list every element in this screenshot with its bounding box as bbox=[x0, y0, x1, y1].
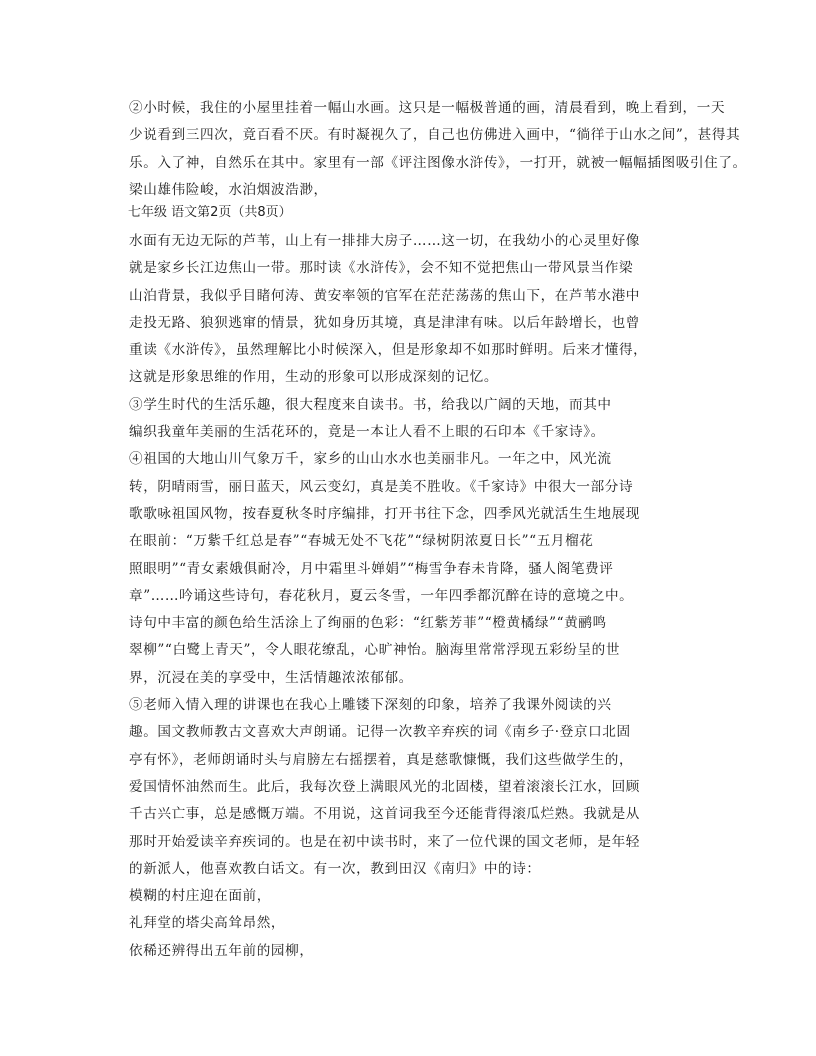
text-line: 章”……吟诵这些诗句，春花秋月，夏云冬雪，一年四季都沉醉在诗的意境之中。 bbox=[129, 587, 634, 604]
text-line: 梁山雄伟险峻，水泊烟波浩渺， bbox=[129, 181, 328, 198]
text-line: 在眼前：“万紫千红总是春”“春城无处不飞花”“绿树阴浓夏日长”“五月榴花 bbox=[129, 533, 594, 550]
text-line: 翠柳”“白鹭上青天”，令人眼花缭乱，心旷神怡。脑海里常常浮现五彩纷呈的世 bbox=[129, 642, 621, 659]
text-line: ④祖国的大地山川气象万千，家乡的山山水水也美丽非凡。一年之中，风光流 bbox=[129, 451, 612, 468]
text-line: 千古兴亡事，总是感慨万端。不用说，这首词我至今还能背得滚瓜烂熟。我就是从 bbox=[129, 806, 640, 823]
text-line: 诗句中丰富的颜色给生活涂上了绚丽的色彩：“红紫芳菲”“橙黄橘绿”“黄鹂鸣 bbox=[129, 615, 607, 632]
poem-line: 依稀还辨得出五年前的园柳， bbox=[129, 942, 314, 959]
text-line: ②小时候，我住的小屋里挂着一幅山水画。这只是一幅极普通的画，清晨看到，晚上看到，一天 bbox=[129, 100, 726, 116]
poem-line: 模糊的村庄迎在面前， bbox=[129, 888, 271, 905]
text-line: 乐。入了神，自然乐在其中。家里有一部《评注图像水浒传》，一打开，就被一幅幅插图吸引住了。 bbox=[129, 154, 747, 171]
paragraph-2-top bbox=[129, 95, 747, 204]
poem-line: 礼拜堂的塔尖高耸昂然， bbox=[129, 915, 286, 932]
text-line: 编织我童年美丽的生活花环的，竟是一本让人看不上眼的石印本《千家诗》。 bbox=[129, 424, 605, 441]
text-line: 走投无路、狼狈逃窜的情景，犹如身历其境，真是津津有味。以后年龄增长，也曾 bbox=[129, 314, 640, 331]
text-line: 少说看到三四次，竟百看不厌。有时凝视久了，自己也仿佛进入画中，“徜徉于山水之间”，甚得其 bbox=[129, 127, 741, 144]
page-footer: 七年级 语文第2页（共8页） bbox=[128, 205, 292, 220]
text-line: 那时开始爱读辛弃疾词的。也是在初中读书时，来了一位代课的国文老师，是年轻 bbox=[129, 833, 640, 850]
text-line: 界，沉浸在美的享受中，生活情趣浓浓郁郁。 bbox=[129, 669, 413, 686]
text-line: 照眼明”“青女素娥俱耐冷，月中霜里斗婵娟”“梅雪争春未肯降，骚人阁笔费评 bbox=[129, 560, 614, 577]
text-line: ⑤老师入情入理的讲课也在我心上雕镂下深刻的印象，培养了我课外阅读的兴 bbox=[129, 697, 612, 714]
text-line: 水面有无边无际的芦苇，山上有一排排大房子……这一切，在我幼小的心灵里好像 bbox=[129, 233, 640, 249]
text-line: 爱国情怀油然而生。此后，我每次登上满眼风光的北固楼，望着滚滚长江水，回顾 bbox=[129, 778, 640, 795]
text-line: 重读《水浒传》，虽然理解比小时候深入，但是形象却不如那时鲜明。后来才懂得， bbox=[129, 342, 648, 359]
text-line: 的新派人，他喜欢教白话文。有一次，教到田汉《南归》中的诗： bbox=[129, 860, 541, 877]
body-text bbox=[129, 228, 689, 965]
text-line: 歌歌咏祖国风物，按春夏秋冬时序编排，打开书往下念，四季风光就活生生地展现 bbox=[129, 505, 640, 522]
text-line: 趣。国文教师教古文喜欢大声朗诵。记得一次教辛弃疾的词《南乡子·登京口北固 bbox=[129, 724, 631, 741]
text-line: 亭有怀》，老师朗诵时头与肩膀左右摇摆着，真是慈歌慷慨，我们这些做学生的， bbox=[129, 751, 634, 768]
text-line: 这就是形象思维的作用，生动的形象可以形成深刻的记忆。 bbox=[129, 369, 499, 386]
text-line: 山泊背景，我似乎目睹何涛、黄安率领的官军在茫茫荡荡的焦山下，在芦苇水港中 bbox=[129, 287, 640, 304]
text-line: 转，阴晴雨雪，丽日蓝天，风云变幻，真是美不胜收。《千家诗》中很大一部分诗 bbox=[129, 478, 634, 495]
text-line: 就是家乡长江边焦山一带。那时读《水浒传》，会不知不觉把焦山一带风景当作梁 bbox=[129, 260, 634, 277]
text-line: ③学生时代的生活乐趣，很大程度来自读书。书，给我以广阔的天地，而其中 bbox=[129, 396, 612, 413]
